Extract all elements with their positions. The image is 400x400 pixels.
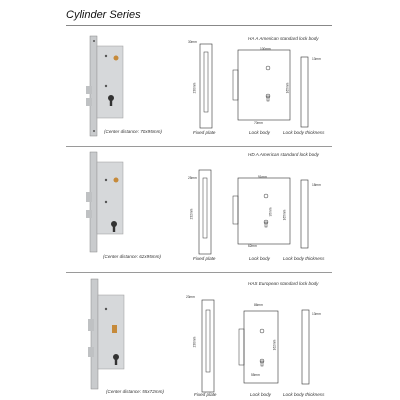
plate-width: 25mm [188, 176, 197, 180]
lock-body-drawing [238, 50, 290, 120]
lock-photo [86, 152, 126, 252]
fixed-plate-drawing [199, 170, 211, 254]
fixed-plate-label: Fixed plate [193, 256, 216, 261]
lock-photo [88, 279, 128, 389]
backset: 62mm [248, 244, 257, 248]
lock-body-label: Lock body [249, 256, 270, 261]
page-title: Cylinder Series [66, 9, 141, 21]
fixed-plate-label: Fixed plate [193, 130, 216, 135]
body-width: 100mm [260, 47, 271, 51]
thickness-drawing [301, 57, 308, 127]
backset: 70mm [254, 121, 263, 125]
center-distance-caption: (Center distance: 55x72mm) [106, 389, 164, 394]
plate-width: 30mm [188, 40, 197, 44]
center: 95mm [268, 207, 273, 217]
plate-height: 230mm [192, 336, 197, 348]
fixed-plate-drawing [202, 300, 214, 392]
body-width: 91mm [258, 175, 267, 179]
center-distance-caption: (Center distance: 70x95mm) [104, 129, 162, 134]
plate-width: 23mm [186, 295, 195, 299]
thickness-value: 13mm [312, 312, 321, 316]
thickness-value: 13mm [312, 57, 321, 61]
body-height: 165mm [285, 82, 290, 94]
fixed-plate-label: Fixed plate [194, 392, 217, 397]
section-heading: HD A American standard lock body [248, 152, 319, 157]
section-heading: HA A American standard lock body [248, 36, 319, 41]
thickness-value: 18mm [312, 183, 321, 187]
center-distance-caption: (Center distance: 62x95mm) [103, 254, 161, 259]
plate-height: 232mm [189, 208, 194, 220]
fixed-plate-drawing [200, 44, 212, 128]
backset: 55mm [251, 373, 260, 377]
lock-body-label: Lock body [249, 130, 270, 135]
body-height: 165mm [282, 209, 287, 221]
thickness-label: Lock body thickness [283, 256, 325, 261]
thickness-label: Lock body thickness [283, 130, 325, 135]
section-heading: HAS European standard lock body [248, 281, 319, 286]
body-height: 162mm [272, 339, 277, 351]
section-divider [66, 272, 332, 273]
thickness-drawing [301, 180, 308, 248]
plate-height: 230mm [192, 82, 197, 94]
thickness-label: Lock body thickness [283, 392, 325, 397]
lock-body-label: Lock body [250, 392, 271, 397]
title-rule [66, 25, 332, 26]
section-divider [66, 146, 332, 147]
thickness-drawing [302, 310, 309, 384]
body-width: 86mm [254, 303, 263, 307]
lock-photo [84, 36, 124, 136]
